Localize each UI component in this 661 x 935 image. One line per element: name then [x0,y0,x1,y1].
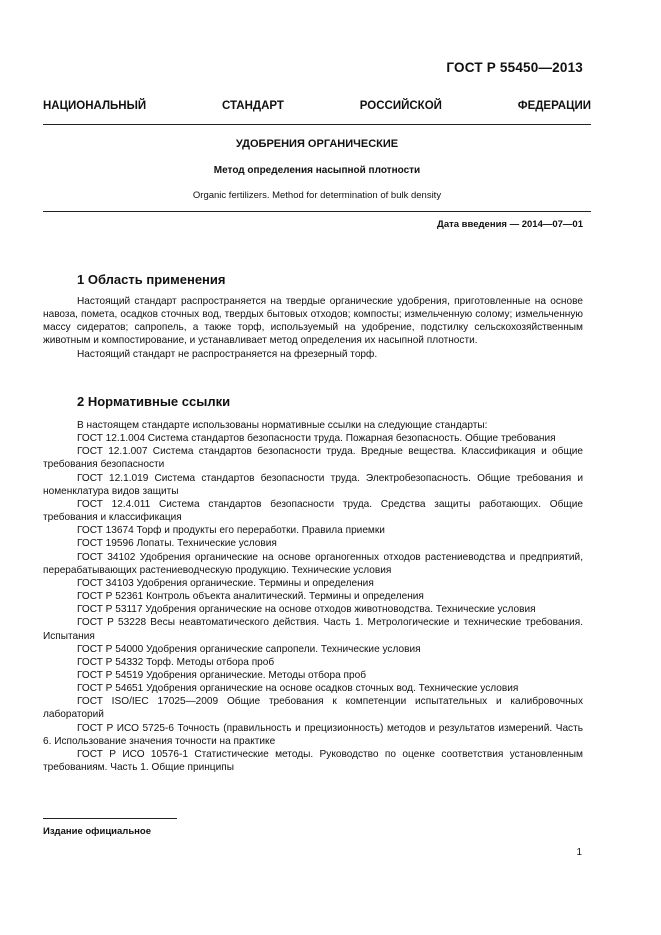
reference-item: ГОСТ Р 53117 Удобрения органические на основе отходов животноводства. Технические условия [77,604,536,616]
divider-top [43,124,591,125]
reference-item: ГОСТ Р ИСО 10576-1 Статистические методы. Руководство по оценке соответствия установленным требованиям. Часть 1. Общие принципы [43,748,583,774]
reference-item: ГОСТ Р 54651 Удобрения органические на основе осадков сточных вод. Технические условия [77,683,519,695]
section-2-intro: В настоящем стандарте использованы нормативные ссылки на следующие стандарты: [77,420,488,431]
reference-item: ГОСТ 12.4.011 Система стандартов безопасности труда. Средства защиты работающих. Общие требования и классификация [43,498,583,524]
standard-title: УДОБРЕНИЯ ОРГАНИЧЕСКИЕ [235,138,399,150]
reference-item: ГОСТ 13674 Торф и продукты его переработки. Правила приемки [77,525,385,537]
page-number: 1 [576,847,582,858]
english-title: Organic fertilizers. Method for determination of bulk density [192,190,442,201]
section-1-paragraph: Настоящий стандарт распространяется на твердые органические удобрения, приготовленные на основе навоза, помета, осадков сточных вод, твердых бытовых отходов; компосты; измельченную солому; измельченную массу сидератов; сапропель, а также торф, используемый на удобрение, подстилку сельскохозяйственным животным и компостирование, и устанавливает метод определения их насыпной плотности. [43,296,583,347]
reference-item: ГОСТ 34103 Удобрения органические. Термины и определения [77,577,374,589]
section-1-title: 1 Область применения [77,272,226,287]
reference-item: ГОСТ 12.1.004 Система стандартов безопасности труда. Пожарная безопасность. Общие требования [77,433,556,445]
reference-item: ГОСТ 12.1.007 Система стандартов безопасности труда. Вредные вещества. Классификация и общие требования безопасности [43,446,583,471]
reference-item: ГОСТ Р 52361 Контроль объекта аналитический. Термины и определения [77,591,424,603]
divider-title [43,211,591,212]
reference-item: ГОСТ 19596 Лопаты. Технические условия [77,538,277,550]
reference-item: ГОСТ Р 54332 Торф. Методы отбора проб [77,656,275,668]
section-2-title: 2 Нормативные ссылки [77,394,231,409]
reference-item: ГОСТ 34102 Удобрения органические на основе органогенных отходов растениеводства и предприятий, перерабатывающих растениеводческую продукцию. Технические условия [43,551,583,576]
reference-item: ГОСТ Р 53228 Весы неавтоматического действия. Часть 1. Метрологические и технические требования. Испытания [43,617,583,642]
section-1-body [43,295,583,361]
footer-divider [43,818,177,819]
introduction-date: Дата введения — 2014—07—01 [437,219,583,230]
national-standard-heading: НАЦИОНАЛЬНЫЙ СТАНДАРТ РОССИЙСКОЙ ФЕДЕРАЦИИ [43,100,591,112]
reference-item: ГОСТ Р 54519 Удобрения органические. Методы отбора проб [77,669,366,681]
edition-note: Издание официальное [43,826,151,837]
document-code: ГОСТ Р 55450—2013 [446,60,583,75]
section-2-body [43,419,583,774]
reference-item: ГОСТ Р 54000 Удобрения органические сапропели. Технические условия [77,643,421,655]
standard-subtitle: Метод определения насыпной плотности [213,165,421,176]
reference-item: ГОСТ ISO/IEC 17025—2009 Общие требования к компетенции испытательных и калибровочных лабораторий [43,696,583,721]
reference-item: ГОСТ 12.1.019 Система стандартов безопасности труда. Электробезопасность. Общие требования и номенклатура видов защиты [43,472,583,497]
reference-item: ГОСТ Р ИСО 5725-6 Точность (правильность и прецизионность) методов и результатов измерений. Часть 6. Использование значения точности на практике [43,722,583,747]
section-1-paragraph: Настоящий стандарт не распространяется на фрезерный торф. [77,348,378,360]
